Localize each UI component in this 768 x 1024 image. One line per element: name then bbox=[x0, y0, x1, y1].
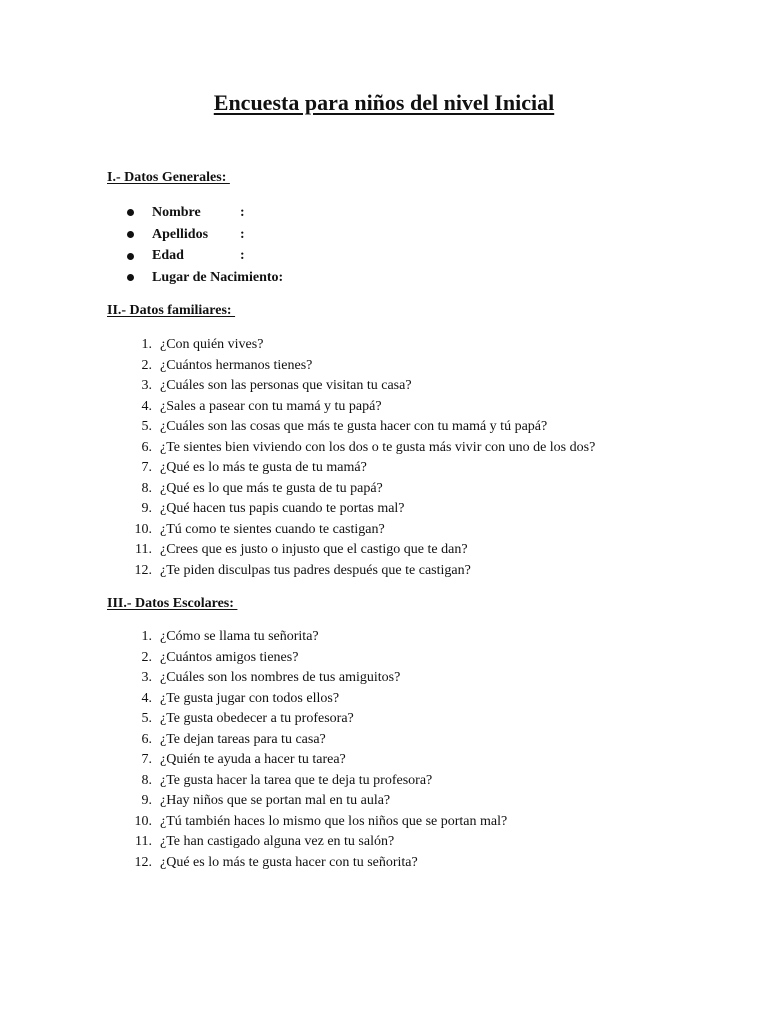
field-label: Lugar de Nacimiento: bbox=[152, 270, 284, 286]
question-item bbox=[107, 750, 507, 771]
question-text: ¿Cuáles son las cosas que más te gusta hacer con tu mamá y tú papá? bbox=[160, 419, 548, 434]
escolares-question-list bbox=[107, 627, 507, 873]
bullet-icon bbox=[127, 209, 134, 216]
question-number: 8. bbox=[141, 772, 152, 788]
question-text: ¿Qué es lo más te gusta de tu mamá? bbox=[160, 460, 367, 475]
general-fields-list bbox=[127, 202, 283, 289]
question-text: ¿Cómo se llama tu señorita? bbox=[160, 629, 319, 644]
question-number: 2. bbox=[141, 649, 152, 665]
question-number: 4. bbox=[141, 690, 152, 706]
question-item bbox=[107, 356, 595, 377]
question-number: 12. bbox=[134, 562, 152, 578]
question-item bbox=[107, 771, 507, 792]
question-number: 10. bbox=[134, 813, 152, 829]
question-number: 3. bbox=[141, 670, 152, 685]
question-item bbox=[107, 479, 595, 500]
question-text: ¿Quién te ayuda a hacer tu tarea? bbox=[160, 752, 346, 767]
question-item bbox=[107, 668, 507, 689]
question-text: ¿Crees que es justo o injusto que el castigo que te dan? bbox=[160, 542, 468, 557]
question-text: ¿Qué hacen tus papis cuando te portas mal? bbox=[160, 501, 405, 516]
question-item bbox=[107, 730, 507, 751]
section-heading-general: I.- Datos Generales: bbox=[107, 170, 230, 185]
question-item bbox=[107, 689, 507, 710]
question-number: 7. bbox=[141, 752, 152, 767]
question-item bbox=[107, 520, 595, 541]
field-separator: : bbox=[240, 205, 245, 220]
field-item bbox=[127, 267, 283, 289]
field-label: Apellidos bbox=[152, 226, 209, 242]
section-heading-escolares: III.- Datos Escolares: bbox=[107, 596, 238, 611]
field-separator: : bbox=[240, 248, 245, 264]
question-text: ¿Sales a pasear con tu mamá y tu papá? bbox=[160, 398, 382, 414]
field-label: Edad bbox=[152, 248, 184, 264]
question-text: ¿Te gusta hacer la tarea que te deja tu profesora? bbox=[160, 772, 433, 788]
question-number: 10. bbox=[134, 521, 152, 537]
question-text: ¿Cuáles son las personas que visitan tu casa? bbox=[160, 378, 412, 393]
bullet-icon bbox=[127, 231, 134, 238]
question-item bbox=[107, 627, 507, 648]
field-separator: : bbox=[240, 226, 245, 242]
question-text: ¿Cuáles son los nombres de tus amiguitos? bbox=[160, 670, 401, 685]
question-text: ¿Con quién vives? bbox=[160, 337, 264, 352]
question-text: ¿Te han castigado alguna vez en tu salón? bbox=[160, 834, 395, 849]
question-item bbox=[107, 853, 507, 874]
bullet-icon bbox=[127, 253, 134, 260]
question-text: ¿Te gusta obedecer a tu profesora? bbox=[160, 711, 354, 726]
question-item bbox=[107, 438, 595, 459]
question-item bbox=[107, 499, 595, 520]
question-item bbox=[107, 561, 595, 582]
field-item bbox=[127, 224, 283, 246]
question-item bbox=[107, 417, 595, 438]
question-text: ¿Qué es lo más te gusta hacer con tu señorita? bbox=[160, 854, 418, 870]
question-text: ¿Tú como te sientes cuando te castigan? bbox=[160, 521, 385, 537]
question-number: 9. bbox=[141, 793, 152, 808]
question-item bbox=[107, 812, 507, 833]
question-number: 3. bbox=[141, 378, 152, 393]
question-text: ¿Te piden disculpas tus padres después que te castigan? bbox=[160, 562, 471, 578]
question-number: 1. bbox=[141, 337, 152, 352]
question-number: 1. bbox=[141, 629, 152, 644]
question-number: 2. bbox=[141, 357, 152, 373]
document-title: Encuesta para niños del nivel Inicial bbox=[213, 90, 555, 115]
question-item bbox=[107, 397, 595, 418]
question-text: ¿Te sientes bien viviendo con los dos o te gusta más vivir con uno de los dos? bbox=[160, 439, 596, 455]
question-text: ¿Te gusta jugar con todos ellos? bbox=[160, 690, 340, 706]
question-item bbox=[107, 791, 507, 812]
question-text: ¿Hay niños que se portan mal en tu aula? bbox=[160, 793, 391, 808]
question-number: 8. bbox=[141, 480, 152, 496]
field-item bbox=[127, 245, 283, 267]
question-number: 6. bbox=[141, 731, 152, 747]
question-number: 5. bbox=[141, 419, 152, 434]
question-item bbox=[107, 540, 595, 561]
question-item bbox=[107, 458, 595, 479]
familiares-question-list bbox=[107, 335, 595, 581]
question-item bbox=[107, 376, 595, 397]
field-item bbox=[127, 202, 283, 224]
question-number: 5. bbox=[141, 711, 152, 726]
question-number: 6. bbox=[141, 439, 152, 455]
question-number: 12. bbox=[134, 854, 152, 870]
section-heading-familiares: II.- Datos familiares: bbox=[107, 303, 236, 318]
question-number: 7. bbox=[141, 460, 152, 475]
question-item bbox=[107, 709, 507, 730]
question-text: ¿Tú también haces lo mismo que los niños que se portan mal? bbox=[160, 813, 508, 829]
question-item bbox=[107, 832, 507, 853]
field-label: Nombre bbox=[152, 205, 201, 220]
question-text: ¿Cuántos amigos tienes? bbox=[160, 649, 299, 665]
question-number: 4. bbox=[141, 398, 152, 414]
question-number: 11. bbox=[135, 542, 152, 557]
question-text: ¿Te dejan tareas para tu casa? bbox=[160, 731, 326, 747]
question-number: 11. bbox=[135, 834, 152, 849]
question-item bbox=[107, 335, 595, 356]
question-text: ¿Qué es lo que más te gusta de tu papá? bbox=[160, 480, 383, 496]
question-text: ¿Cuántos hermanos tienes? bbox=[160, 357, 313, 373]
question-number: 9. bbox=[141, 501, 152, 516]
bullet-icon bbox=[127, 274, 134, 281]
question-item bbox=[107, 648, 507, 669]
